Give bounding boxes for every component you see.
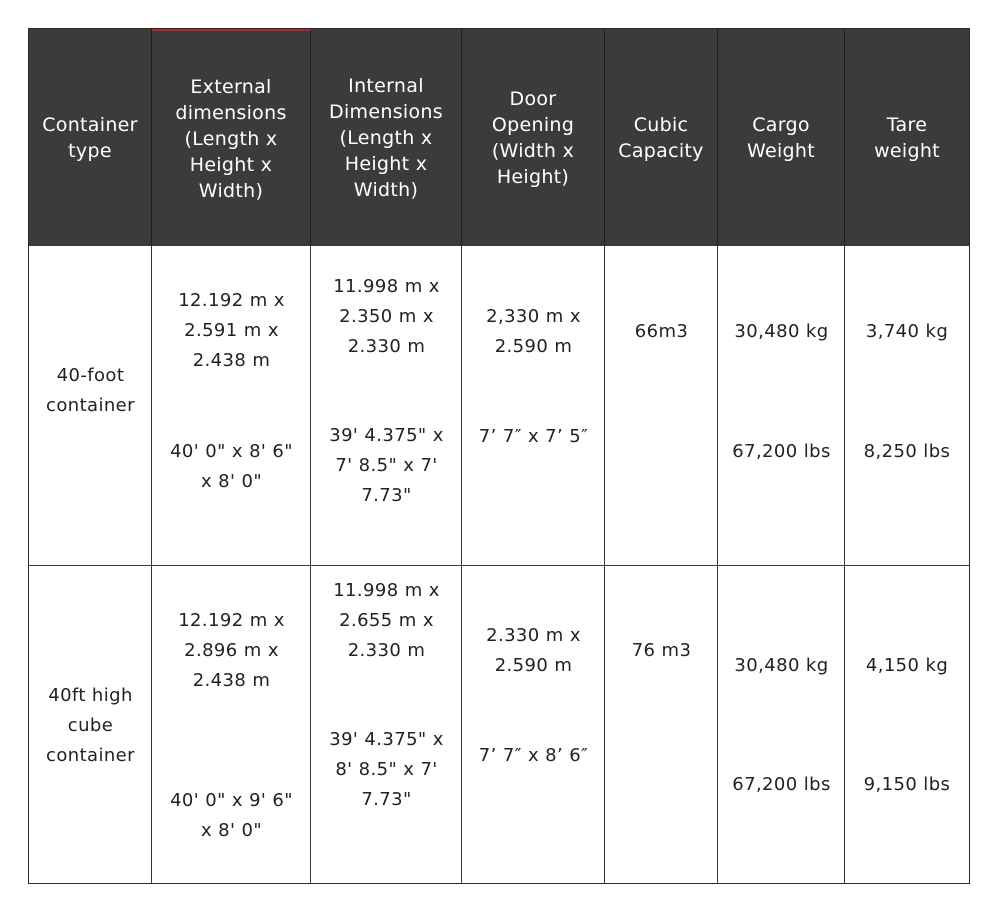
- row-2-container-type: 40ft high cube container: [46, 685, 135, 766]
- row-1-container-type: 40-foot container: [46, 365, 135, 416]
- header-external-dimensions: External dimensions (Length x Height x Width): [152, 29, 311, 246]
- row-1-tare-metric: 3,740 kg: [865, 321, 949, 342]
- row-2-cargo-metric: 30,480 kg: [734, 655, 829, 676]
- row-2-tare-imperial: 9,150 lbs: [863, 774, 951, 795]
- row-2-internal-imperial: 39' 4.375" x 8' 8.5" x 7' 7.73": [329, 729, 444, 810]
- row-2-door-metric: 2.330 m x 2.590 m: [486, 625, 581, 676]
- row-2-internal-metric: 11.998 m x 2.655 m x 2.330 m: [333, 580, 440, 661]
- container-specs-table: [28, 28, 970, 884]
- row-1-external-imperial: 40' 0" x 8' 6" x 8' 0": [170, 441, 293, 492]
- row-2-door-imperial: 7’ 7″ x 8’ 6″: [478, 745, 589, 766]
- header-container-type: Container type: [29, 29, 152, 246]
- row-1-external-metric: 12.192 m x 2.591 m x 2.438 m: [178, 290, 285, 371]
- header-cubic-capacity: Cubic Capacity: [605, 29, 718, 246]
- row-1-internal-metric: 11.998 m x 2.350 m x 2.330 m: [333, 276, 440, 357]
- row-1-internal-imperial: 39' 4.375" x 7' 8.5" x 7' 7.73": [329, 425, 444, 506]
- row-2-external-imperial: 40' 0" x 9' 6" x 8' 0": [170, 790, 293, 841]
- row-2-tare-metric: 4,150 kg: [865, 655, 949, 676]
- row-divider: [29, 565, 969, 566]
- row-1-cargo-imperial: 67,200 lbs: [732, 441, 831, 462]
- row-1-door-metric: 2,330 m x 2.590 m: [486, 306, 581, 357]
- row-1-cargo-metric: 30,480 kg: [734, 321, 829, 342]
- row-1-tare-imperial: 8,250 lbs: [863, 441, 951, 462]
- row-1-cubic-capacity: 66m3: [634, 321, 689, 342]
- row-2-cubic-capacity: 76 m3: [631, 640, 692, 661]
- header-door-opening: Door Opening (Width x Height): [462, 29, 605, 246]
- header-internal-dimensions: Internal Dimensions (Length x Height x Width): [311, 29, 462, 246]
- header-cargo-weight: Cargo Weight: [718, 29, 845, 246]
- row-2-cargo-imperial: 67,200 lbs: [732, 774, 831, 795]
- row-1-door-imperial: 7’ 7″ x 7’ 5″: [478, 426, 589, 447]
- row-2-external-metric: 12.192 m x 2.896 m x 2.438 m: [178, 610, 285, 691]
- header-tare-weight: Tare weight: [845, 29, 969, 246]
